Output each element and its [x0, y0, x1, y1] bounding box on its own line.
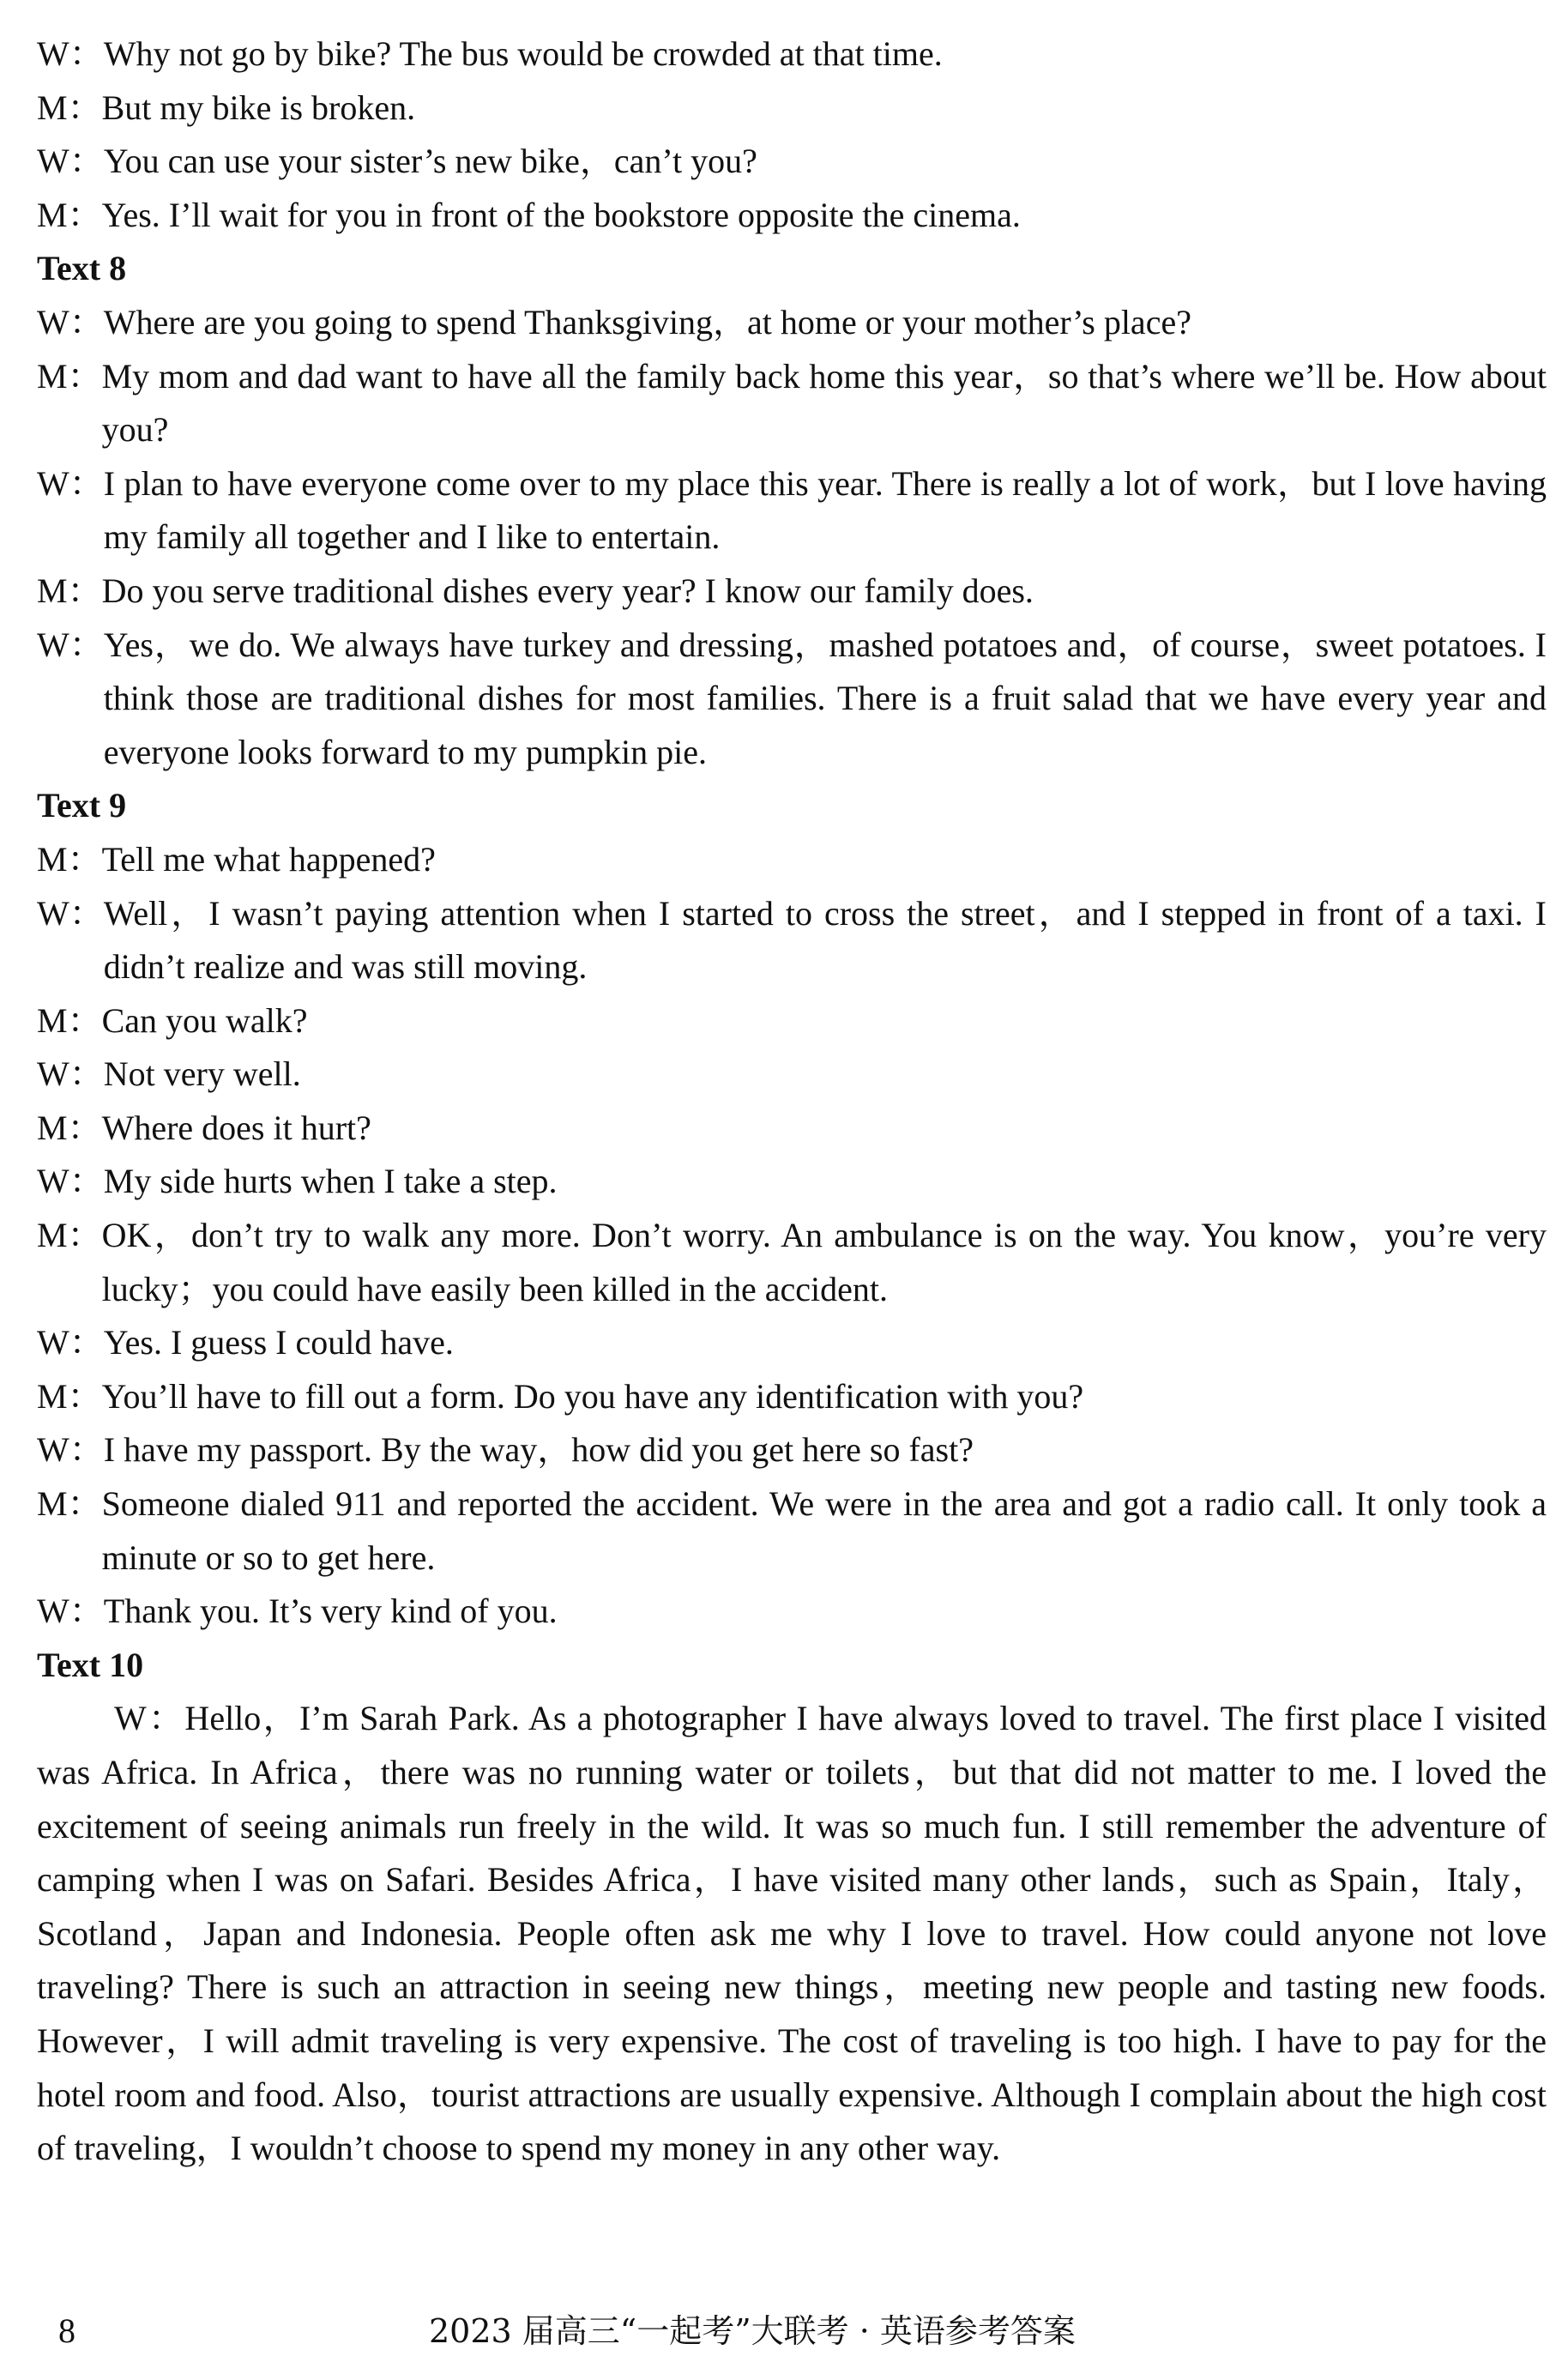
dialogue-line [37, 135, 1547, 189]
footer-title: 2023 届高三“一起考”大联考 · 英语参考答案 [429, 2312, 1076, 2350]
dialogue-line [37, 1316, 1547, 1370]
dialogue-line [37, 189, 1547, 243]
dialogue-line [37, 565, 1547, 619]
page-footer [0, 2310, 1568, 2353]
dialogue-text: My mom and dad want to have all the family back home this year，so that’s where we’ll be. How about you? [101, 356, 1547, 450]
dialogue-text: My side hurts when I take a step. [103, 1162, 558, 1201]
speaker-label: W： [37, 302, 104, 341]
dialogue-text: Someone dialed 911 and reported the accident. We were in the area and got a radio call. It only took a minute or so to get here. [101, 1484, 1547, 1577]
dialogue-line [37, 994, 1547, 1048]
dialogue-text: Where are you going to spend Thanksgiving，at home or your mother’s place? [103, 302, 1191, 341]
section-heading-text-9: Text 9 [37, 786, 127, 825]
dialogue-text: Do you serve traditional dishes every year? I know our family does. [101, 571, 1034, 610]
dialogue-text: Tell me what happened? [101, 839, 436, 879]
speaker-label: M： [37, 195, 102, 234]
section-heading-text-10: Text 10 [37, 1645, 144, 1684]
speaker-label: M： [37, 356, 102, 396]
dialogue-line [37, 1477, 1547, 1585]
dialogue-text: But my bike is broken. [101, 88, 416, 127]
speaker-label: W： [37, 1054, 104, 1094]
dialogue-text: Not very well. [103, 1054, 301, 1094]
document-page [37, 27, 1547, 2176]
speaker-label: M： [37, 1000, 102, 1040]
dialogue-line [37, 1370, 1547, 1424]
dialogue-line [37, 1048, 1547, 1102]
page-number: 8 [58, 2311, 75, 2350]
speaker-label: W： [37, 1430, 104, 1470]
dialogue-line [37, 296, 1547, 350]
speaker-label: W： [37, 142, 104, 181]
dialogue-line [37, 1155, 1547, 1209]
speaker-label: W： [37, 1323, 104, 1362]
dialogue-line [37, 1423, 1547, 1477]
speaker-label: W： [37, 34, 104, 73]
dialogue-line [37, 619, 1547, 780]
dialogue-line [37, 1585, 1547, 1639]
dialogue-text: Well，I wasn’t paying attention when I started to cross the street，and I stepped in front of a taxi. I didn’t realize and was still moving. [103, 893, 1547, 987]
dialogue-text: Can you walk? [101, 1000, 308, 1040]
dialogue-text: Yes，we do. We always have turkey and dressing，mashed potatoes and，of course，sweet potatoes. I think those are traditional dishes for most families. There is a fruit salad that we have every year and everyone looks forward to my pumpkin pie. [103, 625, 1547, 771]
monologue-paragraph: W：Hello，I’m Sarah Park. As a photographer I have always loved to travel. The first place I visited was Africa. In Africa，there was no running water or toilets，but that did not matter to me. I loved the excitement of seeing animals run freely in the wild. It was so much fun. I still remember the adventure of camping when I was on Safari. Besides Africa，I have visited many other lands，such as Spain，Italy，Scotland，Japan and Indonesia. People often ask me why I love to travel. How could anyone not love traveling? There is such an attraction in seeing new things，meeting new people and tasting new foods. However，I will admit traveling is very expensive. The cost of traveling is too high. I have to pay for the hotel room and food. Also，tourist attractions are usually expensive. Although I complain about the high cost of traveling，I wouldn’t choose to spend my money in any other way. [37, 1699, 1547, 2168]
speaker-label: M： [37, 88, 102, 127]
speaker-label: M： [37, 839, 102, 879]
section-heading-text-8: Text 8 [37, 249, 127, 288]
dialogue-text: Thank you. It’s very kind of you. [103, 1592, 558, 1631]
dialogue-line [37, 82, 1547, 136]
dialogue-line [37, 887, 1547, 994]
dialogue-text: I have my passport. By the way，how did you get here so fast? [103, 1430, 974, 1470]
dialogue-text: Yes. I’ll wait for you in front of the bookstore opposite the cinema. [101, 195, 1021, 234]
dialogue-line [37, 1102, 1547, 1156]
speaker-label: W： [37, 1592, 104, 1631]
dialogue-line [37, 833, 1547, 887]
dialogue-text: Why not go by bike? The bus would be crowded at that time. [103, 34, 943, 73]
dialogue-text: I plan to have everyone come over to my place this year. There is really a lot of work，but I love having my family all together and I like to entertain. [103, 463, 1547, 557]
dialogue-line [37, 457, 1547, 565]
dialogue-text: You can use your sister’s new bike，can’t you? [103, 142, 757, 181]
speaker-label: M： [37, 571, 102, 610]
speaker-label: M： [37, 1484, 102, 1524]
speaker-label: W： [37, 625, 104, 664]
speaker-label: W： [37, 463, 104, 503]
dialogue-line [37, 1209, 1547, 1316]
dialogue-text: Yes. I guess I could have. [103, 1323, 454, 1362]
speaker-label: W： [37, 1162, 104, 1201]
dialogue-text: You’ll have to fill out a form. Do you have any identification with you? [101, 1376, 1084, 1416]
dialogue-text: Where does it hurt? [101, 1108, 371, 1147]
dialogue-text: OK，don’t try to walk any more. Don’t worry. An ambulance is on the way. You know，you’re very lucky；you could have easily been killed in the accident. [101, 1216, 1547, 1308]
dialogue-line [37, 350, 1547, 457]
speaker-label: M： [37, 1376, 102, 1416]
speaker-label: W： [37, 893, 104, 933]
dialogue-line [37, 27, 1547, 82]
speaker-label: M： [37, 1108, 102, 1147]
speaker-label: M： [37, 1216, 102, 1255]
